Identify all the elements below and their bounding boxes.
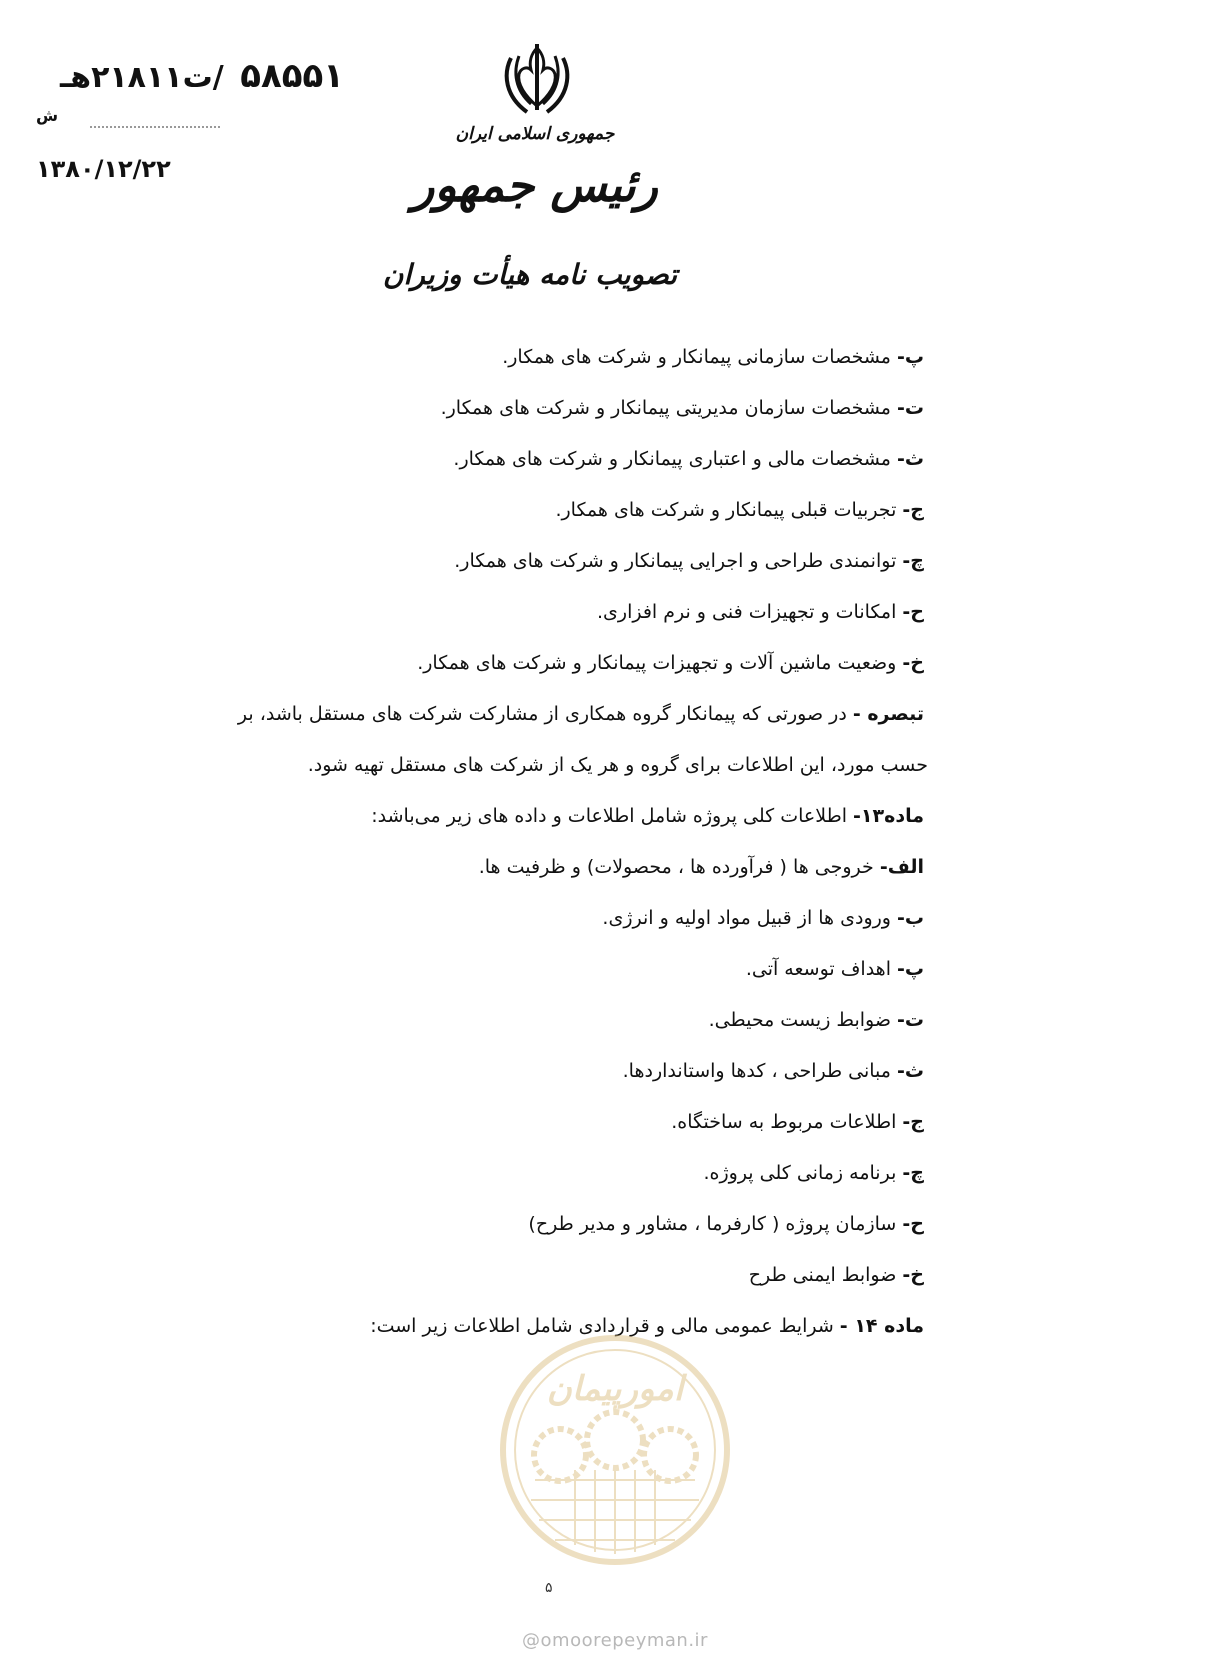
list-item: چ- توانمندی طراحی و اجرایی پیمانکار و شرکت های همکار. — [454, 550, 924, 572]
list-item: ح- امکانات و تجهیزات فنی و نرم افزاری. — [596, 601, 924, 623]
watermark-seal-icon — [495, 1330, 735, 1570]
list-item: ج- تجربیات قبلی پیمانکار و شرکت های همکار. — [555, 499, 924, 521]
reference-number-suffix: /ت۲۱۸۱۱هـ — [60, 60, 224, 95]
iran-emblem-icon — [497, 40, 577, 120]
reference-number-main: ۵۸۵۵۱ — [240, 56, 344, 96]
page-number: ۵ — [545, 1580, 553, 1596]
watermark-url: @omoorepeyman.ir — [522, 1630, 708, 1651]
list-item: الف- خروجی ها ( فرآورده ها ، محصولات) و ظرفیت ها. — [478, 856, 924, 878]
list-item: ب- ورودی ها از قبیل مواد اولیه و انرژی. — [602, 907, 924, 929]
list-item: خ- ضوابط ایمنی طرح — [748, 1264, 924, 1286]
list-item: چ- برنامه زمانی کلی پروژه. — [703, 1162, 924, 1184]
document-type-heading: تصویب نامه هیأت وزیران — [382, 258, 678, 291]
list-item: ت- ضوابط زیست محیطی. — [708, 1009, 924, 1031]
list-item: ج- اطلاعات مربوط به ساختگاه. — [671, 1111, 924, 1133]
article-heading: ماده ۱۴ - شرایط عمومی مالی و قراردادی شامل اطلاعات زیر است: — [370, 1315, 924, 1337]
list-item: ث- مبانی طراحی ، کدها واستانداردها. — [622, 1060, 924, 1082]
note-paragraph-continuation: حسب مورد، این اطلاعات برای گروه و هر یک از شرکت های مستقل تهیه شود. — [307, 754, 928, 776]
emblem-caption: جمهوری اسلامی ایران — [455, 124, 615, 144]
reference-label: ش — [36, 106, 59, 125]
reference-number — [60, 56, 344, 96]
svg-text:امورپیمان: امورپیمان — [546, 1369, 684, 1409]
list-item: خ- وضعیت ماشین آلات و تجهیزات پیمانکار و شرکت های همکار. — [417, 652, 924, 674]
list-item: پ- اهداف توسعه آتی. — [745, 958, 924, 980]
list-item: ث- مشخصات مالی و اعتباری پیمانکار و شرکت های همکار. — [453, 448, 924, 470]
reference-dotted-line — [90, 126, 220, 128]
note-paragraph: تبصره - در صورتی که پیمانکار گروه همکاری از مشارکت شرکت های مستقل باشد، بر — [237, 703, 924, 725]
list-item: ح- سازمان پروژه ( کارفرما ، مشاور و مدیر طرح) — [528, 1213, 924, 1235]
list-item: پ- مشخصات سازمانی پیمانکار و شرکت های همکار. — [502, 346, 924, 368]
office-title: رئیس جمهور — [412, 158, 658, 212]
reference-date: ۱۳۸۰/۱۲/۲۲ — [36, 155, 171, 183]
list-item: ت- مشخصات سازمان مدیریتی پیمانکار و شرکت های همکار. — [440, 397, 924, 419]
article-heading: ماده۱۳- اطلاعات کلی پروژه شامل اطلاعات و داده های زیر می‌باشد: — [371, 805, 924, 827]
